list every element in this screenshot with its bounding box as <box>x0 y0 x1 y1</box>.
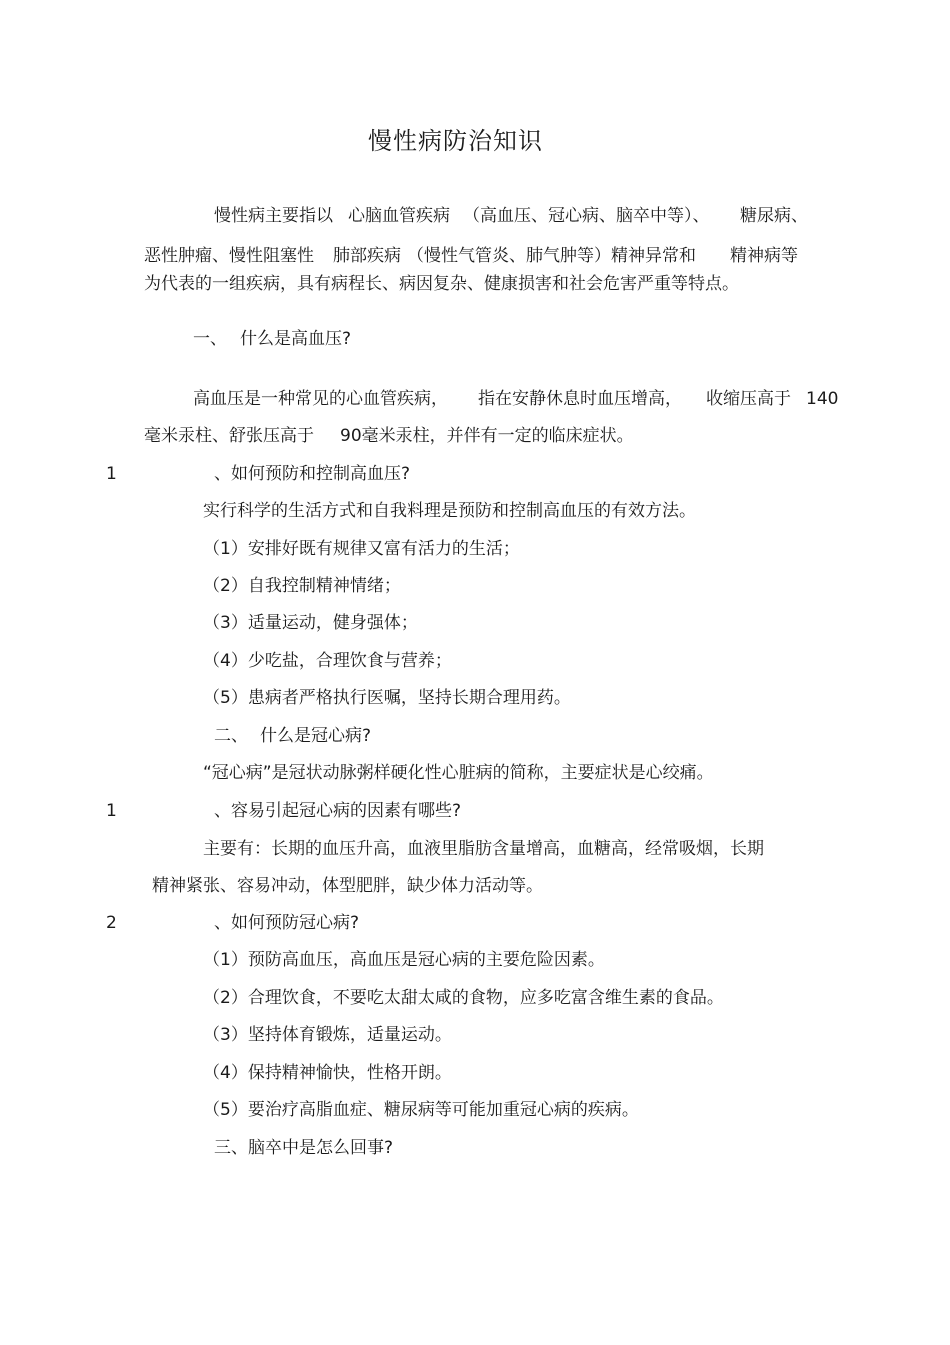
list-item: （4）少吃盐，合理饮食与营养； <box>203 651 452 671</box>
section-number: 二、 <box>214 726 248 746</box>
intro-text: 慢性病主要指以 <box>214 206 333 226</box>
question-number: 1 <box>106 801 117 821</box>
section-heading-text: 什么是高血压? <box>240 329 352 349</box>
intro-text: 恶性肿瘤、慢性阻塞性 <box>144 246 314 266</box>
list-item: （2）自我控制精神情绪； <box>203 576 401 596</box>
intro-text: 糖尿病、 <box>740 206 808 226</box>
list-item: （5）患病者严格执行医嘱，坚持长期合理用药。 <box>203 688 571 708</box>
list-item: （2）合理饮食，不要吃太甜太咸的食物，应多吃富含维生素的食品。 <box>203 988 724 1008</box>
section-number: 一、 <box>193 329 227 349</box>
intro-text: （慢性气管炎、肺气肿等）精神异常和 <box>407 246 696 266</box>
answer-text: 实行科学的生活方式和自我料理是预防和控制高血压的有效方法。 <box>203 501 696 521</box>
answer-text: 主要有：长期的血压升高，血液里脂肪含量增高，血糖高，经常吸烟，长期 <box>203 839 764 859</box>
list-item: （3）适量运动，健身强体； <box>203 613 418 633</box>
answer-text: 精神紧张、容易冲动，体型肥胖，缺少体力活动等。 <box>152 876 543 896</box>
list-item: （4）保持精神愉快，性格开朗。 <box>203 1063 452 1083</box>
paragraph-text: 140 <box>806 389 839 409</box>
section-heading-3: 三、脑卒中是怎么回事? <box>214 1138 394 1158</box>
paragraph-text: 收缩压高于 <box>706 389 791 409</box>
question-text: 、如何预防冠心病? <box>214 913 360 933</box>
intro-text: 精神病等 <box>730 246 798 266</box>
intro-text: 肺部疾病 <box>333 246 401 266</box>
definition-text: “冠心病”是冠状动脉粥样硬化性心脏病的简称，主要症状是心绞痛。 <box>203 763 714 783</box>
page-title: 慢性病防治知识 <box>368 127 543 155</box>
intro-text: （高血压、冠心病、脑卒中等）、 <box>463 206 710 226</box>
list-item: （1）安排好既有规律又富有活力的生活； <box>203 539 520 559</box>
list-item: （5）要治疗高脂血症、糖尿病等可能加重冠心病的疾病。 <box>203 1100 639 1120</box>
intro-line-3: 为代表的一组疾病，具有病程长、病因复杂、健康损害和社会危害严重等特点。 <box>144 274 739 294</box>
paragraph-text: 毫米汞柱、舒张压高于 <box>144 426 314 446</box>
question-text: 、如何预防和控制高血压? <box>214 464 411 484</box>
paragraph-text: 高血压是一种常见的心血管疾病， <box>193 389 448 409</box>
section-heading-text: 什么是冠心病? <box>260 726 372 746</box>
question-number: 1 <box>106 464 117 484</box>
paragraph-text: 指在安静休息时血压增高， <box>478 389 682 409</box>
list-item: （1）预防高血压，高血压是冠心病的主要危险因素。 <box>203 950 605 970</box>
question-number: 2 <box>106 913 117 933</box>
paragraph-text: 90毫米汞柱，并伴有一定的临床症状。 <box>340 426 634 446</box>
list-item: （3）坚持体育锻炼，适量运动。 <box>203 1025 452 1045</box>
question-text: 、容易引起冠心病的因素有哪些? <box>214 801 462 821</box>
intro-text: 心脑血管疾病 <box>348 206 450 226</box>
